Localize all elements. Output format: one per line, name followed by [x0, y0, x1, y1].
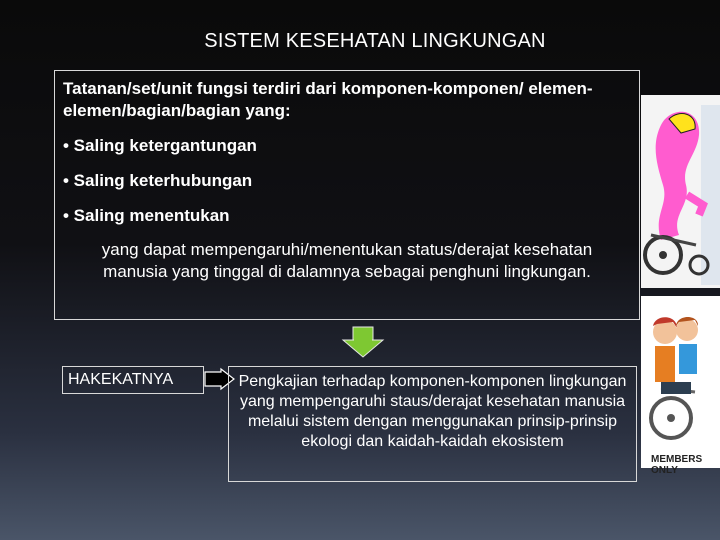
definition-intro: Tatanan/set/unit fungsi terdiri dari komponen-komponen/ elemen-elemen/bagian/bagian yang: — [63, 79, 593, 120]
definition-closing: yang dapat mempengaruhi/menentukan status/derajat kesehatan manusia yang tinggal di dalamnya sebagai penghuni lingkungan. — [101, 240, 593, 281]
definition-box — [54, 70, 640, 320]
slide-title: SISTEM KESEHATAN LINGKUNGAN — [204, 30, 546, 52]
wheelchair-cartoon-image — [641, 95, 720, 288]
bullet-item: • Saling ketergantungan — [63, 136, 257, 155]
down-arrow-icon — [340, 326, 386, 358]
children-wheelchair-image — [641, 296, 720, 476]
image-caption: MEMBERS ONLY — [651, 454, 703, 476]
bullet-item: • Saling keterhubungan — [63, 171, 253, 190]
bullet-item: • Saling menentukan — [63, 206, 230, 225]
hakekat-label-box: HAKEKATNYA — [62, 366, 204, 394]
hakekat-description-box: Pengkajian terhadap komponen-komponen lingkungan yang mempengaruhi staus/derajat kesehatan manusia melalui sistem dengan menggunakan prinsip-prinsip ekologi dan kaidah-kaidah ekosistem — [228, 366, 637, 482]
